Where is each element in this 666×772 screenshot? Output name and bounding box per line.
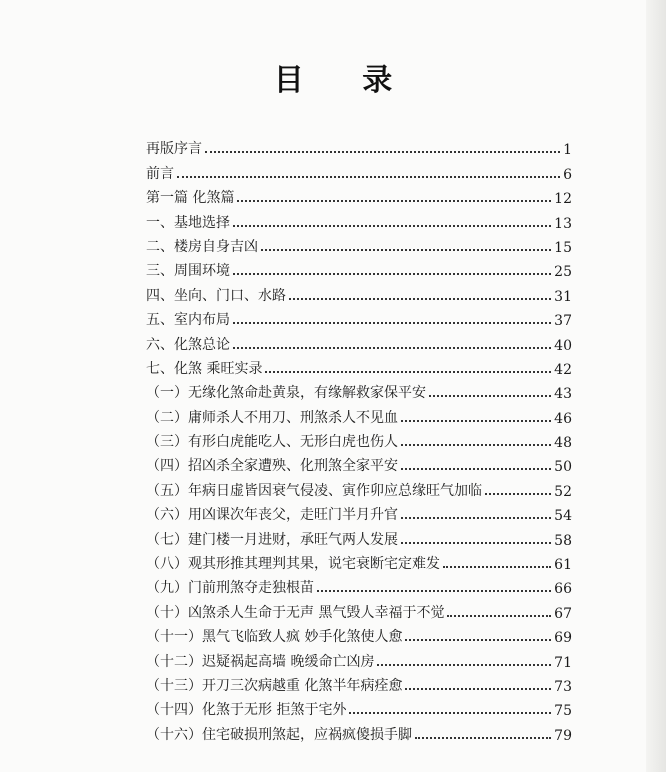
toc-entry [146,500,572,524]
toc-entry [146,671,572,695]
toc-entry-page-number: 42 [554,361,572,378]
toc-entry-label: （十四）化煞于无形 拒煞于宅外 [146,702,347,719]
dot-leader [401,468,551,470]
toc-entry [146,719,572,743]
toc-entry-label: （八）观其形推其理判其果，说宅衰断宅定难发 [146,556,440,573]
dot-leader [233,322,551,324]
toc-entry-label: 三、周围环境 [146,263,230,280]
dot-leader [177,176,560,178]
toc-entry-page-number: 58 [554,532,572,549]
toc-entry-label: （十三）开刀三次病越重 化煞半年病痊愈 [146,677,403,694]
toc-entry [146,402,572,426]
toc-entry-label: （五）年病日虚皆因衰气侵凌、寅作卯应总缘旺气加临 [146,482,482,499]
toc-entry-page-number: 66 [554,581,572,598]
toc-entry-page-number: 15 [554,239,572,256]
dot-leader [377,664,551,666]
dot-leader [237,200,551,202]
dot-leader [405,688,551,690]
dot-leader [401,542,551,544]
toc-entry-page-number: 1 [563,142,572,159]
toc-entry-label: （六）用凶课次年丧父，走旺门半月升官 [146,507,398,524]
toc-entry-page-number: 67 [554,605,572,622]
toc-entry [146,183,572,207]
toc-entry-label: 二、楼房自身吉凶 [146,238,258,255]
dot-leader [349,712,551,714]
toc-entry-page-number: 13 [554,215,572,232]
toc-entry-label: （九）门前刑煞夺走独根苗 [146,580,314,597]
toc-entry-label: 一、基地选择 [146,214,230,231]
toc-entry-page-number: 73 [554,678,572,695]
toc-entry-label: （四）招凶杀全家遭殃、化刑煞全家平安 [146,458,398,475]
dot-leader [447,615,551,617]
toc-entry-page-number: 69 [554,630,572,647]
toc-entry [146,524,572,548]
toc-entry-page-number: 52 [554,483,572,500]
toc-entry-label: 再版序言 [146,141,202,158]
dot-leader [233,225,551,227]
toc-entry [146,232,572,256]
dot-leader [233,273,551,275]
toc-entry [146,329,572,353]
dot-leader [205,151,560,153]
toc-entry [146,622,572,646]
toc-entry-label: （二）庸师杀人不用刀、刑煞杀人不见血 [146,409,398,426]
toc-entry-label: 五、室内布局 [146,312,230,329]
toc-entry-page-number: 50 [554,459,572,476]
toc-entry-label: 六、化煞总论 [146,336,230,353]
dot-leader [233,347,551,349]
table-of-contents [146,134,572,744]
toc-entry-label: 第一篇 化煞篇 [146,190,235,207]
toc-entry-page-number: 37 [554,313,572,330]
dot-leader [401,444,551,446]
dot-leader [405,639,551,641]
toc-entry [146,549,572,573]
toc-entry [146,354,572,378]
dot-leader [261,249,551,251]
toc-entry [146,305,572,329]
toc-entry-page-number: 40 [554,337,572,354]
toc-entry-label: （十二）迟疑祸起高墙 晚缓命亡凶房 [146,653,375,670]
toc-entry [146,378,572,402]
dot-leader [401,420,551,422]
dot-leader [401,517,551,519]
toc-entry-label: （三）有形白虎能吃人、无形白虎也伤人 [146,434,398,451]
toc-entry-label: （七）建门楼一月进财，承旺气两人发展 [146,531,398,548]
toc-entry [146,695,572,719]
toc-entry-page-number: 61 [554,557,572,574]
dot-leader [289,298,551,300]
toc-entry-page-number: 6 [563,166,572,183]
toc-entry [146,256,572,280]
dot-leader [443,566,551,568]
toc-entry-label: 四、坐向、门口、水路 [146,287,286,304]
toc-entry-page-number: 12 [554,191,572,208]
toc-entry-page-number: 54 [554,508,572,525]
toc-entry-label: （十六）住宅破损刑煞起，应祸疯傻损手脚 [146,726,412,743]
toc-entry-page-number: 25 [554,264,572,281]
page-edge-shadow [646,0,666,772]
toc-entry [146,207,572,231]
toc-entry-page-number: 48 [554,435,572,452]
dot-leader [265,371,551,373]
toc-entry [146,134,572,158]
toc-entry-label: 七、化煞 乘旺实录 [146,360,263,377]
toc-entry [146,427,572,451]
dot-leader [317,590,551,592]
dot-leader [429,395,551,397]
page-title: 目 录 [273,63,417,98]
toc-entry-page-number: 46 [554,410,572,427]
toc-entry [146,451,572,475]
toc-entry-page-number: 75 [554,703,572,720]
toc-entry [146,475,572,499]
toc-entry-label: （十）凶煞杀人生命于无声 黑气毁人幸福于不觉 [146,604,445,621]
toc-entry [146,597,572,621]
toc-entry-label: （一）无缘化煞命赴黄泉，有缘解救家保平安 [146,385,426,402]
toc-entry-label: （十一）黑气飞临致人疯 妙手化煞使人愈 [146,629,403,646]
toc-entry-page-number: 43 [554,386,572,403]
toc-entry [146,158,572,182]
toc-entry-page-number: 31 [554,288,572,305]
dot-leader [415,737,551,739]
toc-entry [146,573,572,597]
toc-entry [146,280,572,304]
dot-leader [485,493,551,495]
toc-entry [146,646,572,670]
toc-entry-page-number: 71 [554,654,572,671]
toc-entry-page-number: 79 [554,727,572,744]
toc-entry-label: 前言 [146,165,174,182]
